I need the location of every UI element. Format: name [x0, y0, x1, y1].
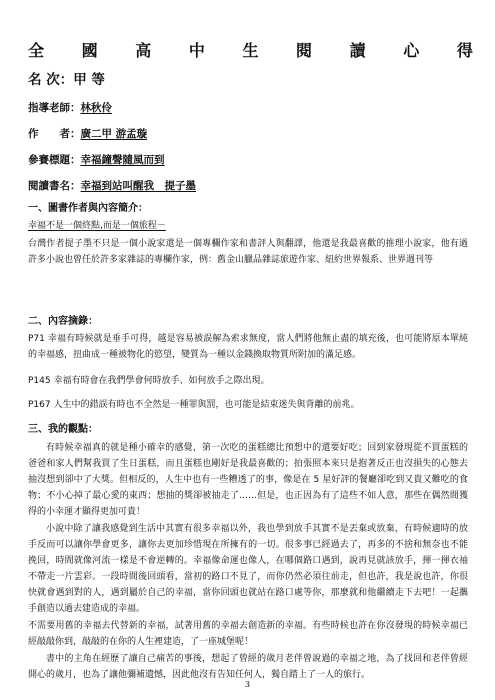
topic-label: 參賽標題： — [28, 154, 81, 166]
author-bio-paragraph: 台灣作者提子墨不只是一個小說家還是一個專欄作家和書評人與翻譯，他還是我最喜歡的推理小說家，他有過許多小說也曾任於許多家雜誌的專欄作家，例：舊金山臘品雜誌旅遊作家、紐約世界報系、世界週刊等 — [28, 239, 468, 265]
title-char: 中 — [188, 41, 205, 60]
rank-line: 名 次：甲 等 — [28, 72, 105, 88]
book-value: 幸福到站叫醒我 提子墨 — [80, 180, 196, 192]
title-char: 國 — [81, 41, 98, 60]
title-char: 讀 — [349, 41, 366, 60]
title-char: 高 — [135, 41, 152, 60]
quote-paragraph: P71 幸福有時候就是垂手可得，越是容易被誤解為索求無度，當人們將他無止盡的填充後，也可能將原本單純的幸福感，扭曲成一種被物化的慾望，變質為一種以金錢換取物質所附加的滿足感。 — [28, 334, 468, 360]
author-line — [28, 126, 147, 141]
topic-line — [28, 152, 165, 167]
author-label: 作 者： — [28, 128, 81, 140]
author-value: 廣二甲 游孟璇 — [80, 128, 148, 140]
title-char: 閱 — [296, 41, 313, 60]
view-paragraph: 書中的主角在經歷了讓自己痛苦的事後，想起了曾經的歲月老伴曾說過的幸福之地，為了找回和老伴曾經開心的歲月，也為了讓他彌補遺憾，因此他沒有告知任何人，獨自踏上了一人的旅行。 — [28, 654, 468, 680]
quote-paragraph: P167 人生中的錯誤有時也不全然是一種罪與罰，也可能是結束迷失與背離的前兆。 — [28, 400, 360, 410]
book-line — [28, 178, 196, 193]
intro-paragraph: 幸福不是一個終點,而是一個旅程－ — [28, 221, 166, 231]
page-number: 3 — [244, 680, 251, 689]
teacher-value: 林秋伶 — [80, 102, 112, 114]
section-heading: 三、我的觀點： — [28, 424, 98, 435]
view-paragraph: 有時候幸福真的就是種小確幸的感覺，第一次吃的蛋糕總比預想中的還要好吃；回到家發現從不買蛋糕的爸爸和家人們幫我買了生日蛋糕，而且蛋糕也剛好是我最喜歡的；拍張照本來只是抱著反正也沒損失的心態去抽沒想到卻中了大獎。但相反的，人生中也有一些糟透了的事，像是在 5 星好評的餐廳卻吃到又貴又難吃的食物；不小心掉了最心愛的東西；想抽的獎卻被抽走了……但是，也正因為有了這些不如人意，那些在偶然間獲得的小幸運才顯得更加可貴！ — [28, 443, 468, 517]
section-heading: 二、內容摘錄： — [28, 316, 98, 327]
view-paragraph: 不需要用舊的幸福去代替新的幸福，試著用舊的幸福去創造新的幸福。有些時候也許在你沒發現的時候幸福已經敲敲你到，敲敲的在你的人生裡建造，了一座城堡呢！ — [28, 621, 468, 647]
document-title — [28, 38, 473, 61]
section-heading: 一、圖書作者與內容簡介： — [28, 203, 148, 214]
book-label: 閱讀書名： — [28, 180, 81, 192]
teacher-label: 指導老師： — [28, 102, 81, 114]
quote-paragraph: P145 幸福有時會在我們學會何時放手、如何放手之際出現。 — [28, 376, 270, 386]
title-char: 生 — [242, 41, 259, 60]
topic-value: 幸福鐘聲隨風而到 — [80, 154, 165, 166]
title-char: 全 — [28, 41, 45, 60]
title-char: 心 — [403, 41, 420, 60]
title-char: 得 — [456, 41, 473, 60]
view-paragraph: 小說中除了讓我感覺到生活中其實有很多幸福以外，我也學到放手其實不是丟棄或放棄，有時候適時的放手反而可以讓你學會更多，讓你去更加珍惜現在所擁有的一切。很多事已經過去了，再多的不捨和無奈也不能挽回，時間就像河流一樣是不會逆轉的。幸福像命運也像人，在哪個路口遇到，說再見就該放手，揮一揮衣袖不帶走一片雲彩。一段時間後回頭看，當初的路口不見了，而你仍然必須往前走，但也許，我是說也許，你很快就會遇到對的人，遇到屬於自己的幸福，當你回頭也就站在路口處等你，那麼就和他繼續走下去吧！一起攜手創造以過去建造成的幸福。 — [28, 524, 468, 614]
teacher-line — [28, 100, 112, 115]
